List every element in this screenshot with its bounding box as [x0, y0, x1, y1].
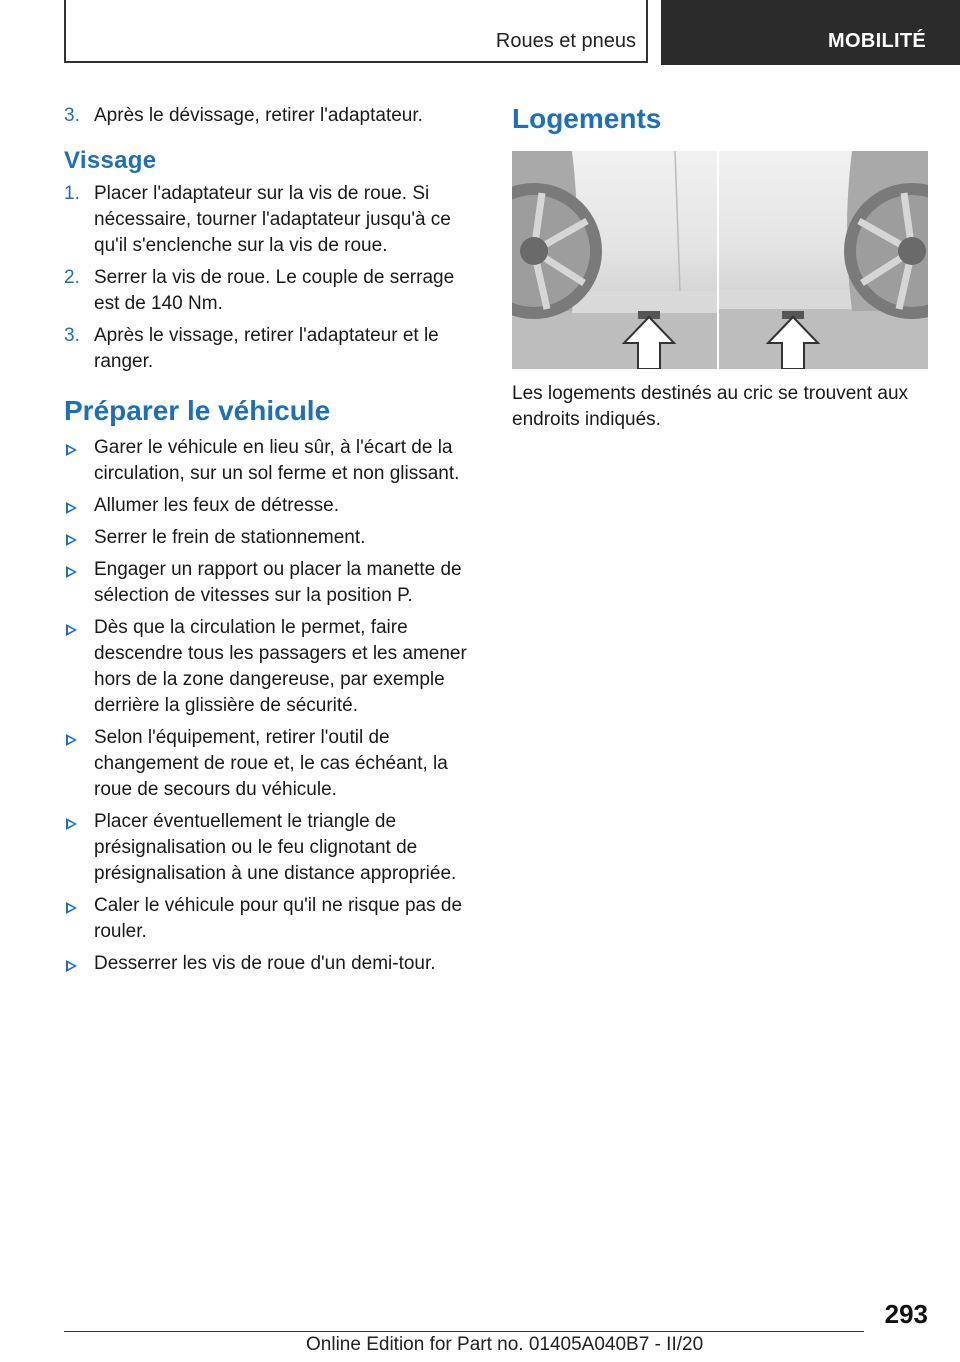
bullet-text: Desserrer les vis de roue d'un demi-tour.: [94, 953, 436, 974]
bullet-text: Selon l'équipement, retirer l'outil de changement de roue et, le cas échéant, la roue de secours du véhicule.: [94, 727, 448, 800]
list-item: [64, 493, 480, 519]
bullet-text: Placer éventuellement le triangle de présignalisation ou le feu clignotant de présignalisation à une distance appropriée.: [94, 811, 457, 884]
section-heading-vissage: Vissage: [64, 147, 157, 174]
bullet-triangle-icon: [66, 902, 77, 914]
bullet-text: Allumer les feux de détresse.: [94, 495, 340, 516]
chapter-tab: [661, 0, 960, 65]
list-item: [64, 615, 480, 719]
bullet-triangle-icon: [66, 734, 77, 746]
section-title: Roues et pneus: [495, 30, 636, 52]
list-item: [64, 893, 480, 945]
edition-note: Online Edition for Part no. 01405A040B7 - II/20: [306, 1334, 704, 1355]
list-item: [64, 265, 480, 317]
section-heading-logements: Logements: [512, 103, 662, 134]
step-number: 3.: [64, 105, 80, 126]
list-item: [64, 323, 480, 375]
list-item: [64, 525, 480, 551]
step-text: Placer l'adaptateur sur la vis de roue. Si nécessaire, tourner l'adaptateur jusqu'à ce qu'il s'enclenche sur la vis de roue.: [94, 183, 451, 256]
bullet-text: Engager un rapport ou placer la manette de sélection de vitesses sur la position P.: [94, 559, 462, 606]
footer-divider: [64, 1331, 864, 1332]
image-caption: Les logements destinés au cric se trouvent aux endroits indiqués.: [512, 383, 909, 430]
list-item: [64, 951, 480, 977]
list-item: [64, 557, 480, 609]
chapter-title: MOBILITÉ: [828, 30, 926, 52]
section-heading-preparer: Préparer le véhicule: [64, 395, 331, 426]
bullet-triangle-icon: [66, 566, 77, 578]
step-text: Après le vissage, retirer l'adaptateur et le ranger.: [94, 325, 439, 372]
step-number: 1.: [64, 183, 80, 204]
list-item: [64, 181, 480, 259]
bullet-triangle-icon: [66, 502, 77, 514]
page-number: 293: [884, 1299, 928, 1329]
bullet-triangle-icon: [66, 960, 77, 972]
step-number: 3.: [64, 325, 80, 346]
right-column: [512, 103, 932, 433]
list-item: [64, 809, 480, 887]
bullet-text: Garer le véhicule en lieu sûr, à l'écart de la circulation, sur un sol ferme et non glissant.: [94, 437, 460, 484]
bullet-triangle-icon: [66, 624, 77, 636]
left-column: [64, 103, 480, 983]
list-item: [64, 435, 480, 487]
jacking-points-illustration: [512, 151, 928, 369]
bullet-triangle-icon: [66, 818, 77, 830]
bullet-text: Dès que la circulation le permet, faire descendre tous les passagers et les amener hors de la zone dangereuse, par exemple derrière la glissière de sécurité.: [94, 617, 467, 716]
bullet-text: Caler le véhicule pour qu'il ne risque pas de rouler.: [94, 895, 463, 942]
step-text: Serrer la vis de roue. Le couple de serrage est de 140 Nm.: [94, 267, 455, 314]
list-item: [64, 725, 480, 803]
bullet-text: Serrer le frein de stationnement.: [94, 527, 366, 548]
step-text: Après le dévissage, retirer l'adaptateur.: [94, 105, 423, 126]
bullet-triangle-icon: [66, 534, 77, 546]
step-number: 2.: [64, 267, 80, 288]
list-item: [64, 103, 480, 129]
bullet-triangle-icon: [66, 444, 77, 456]
